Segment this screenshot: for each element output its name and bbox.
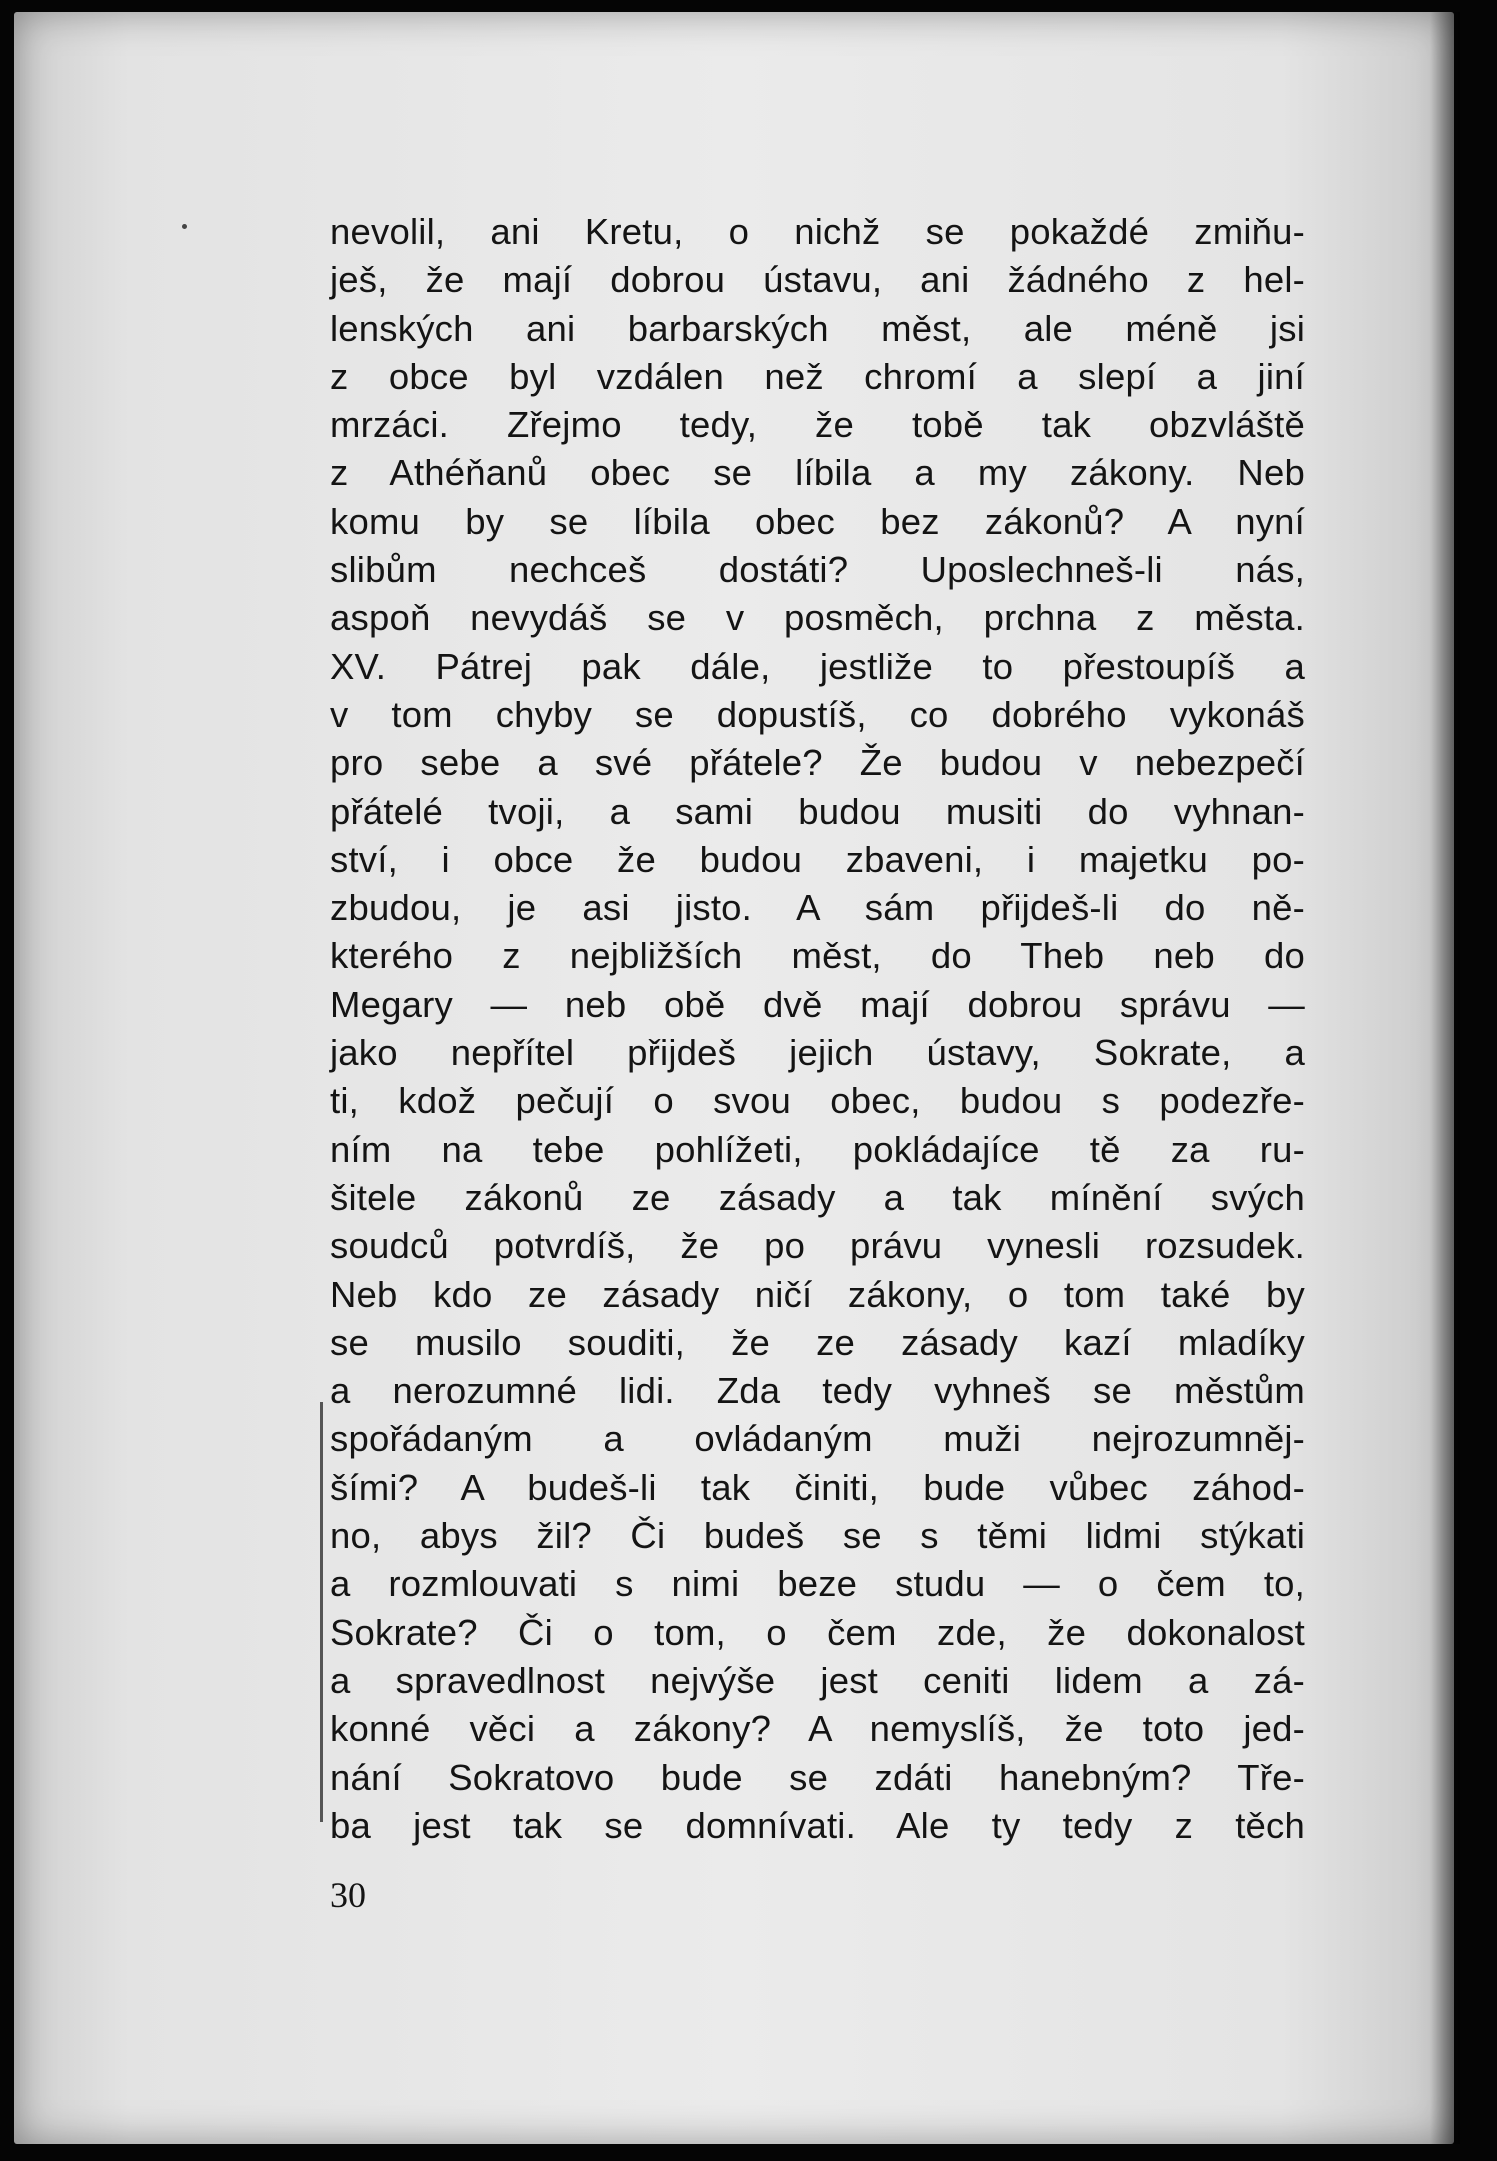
text-line: z Athéňanů obec se líbila a my zákony. Neb xyxy=(330,452,1305,494)
text-line: XV. Pátrej pak dále, jestliže to přestoupíš a xyxy=(330,645,1305,687)
text-line: mrzáci. Zřejmo tedy, že tobě tak obzvláště xyxy=(330,404,1305,446)
text-line: ba jest tak se domnívati. Ale ty tedy z těch xyxy=(330,1804,1305,1846)
text-line: šími? A budeš-li tak činiti, bude vůbec záhod- xyxy=(330,1466,1305,1508)
page-speck xyxy=(182,224,187,229)
text-line: šitele zákonů ze zásady a tak mínění svých xyxy=(330,1176,1305,1218)
text-line: konné věci a zákony? A nemyslíš, že toto jed- xyxy=(330,1708,1305,1750)
text-line: jako nepřítel přijdeš jejich ústavy, Sokrate, a xyxy=(330,1032,1305,1074)
text-line: no, abys žil? Či budeš se s těmi lidmi stýkati xyxy=(330,1515,1305,1557)
book-page xyxy=(14,12,1454,2144)
text-line: aspoň nevydáš se v posměch, prchna z města. xyxy=(330,597,1305,639)
text-line: pro sebe a své přátele? Že budou v nebezpečí xyxy=(330,742,1305,784)
text-line: ti, kdož pečují o svou obec, budou s podezře- xyxy=(330,1080,1305,1122)
text-line: a spravedlnost nejvýše jest ceniti lidem a zá- xyxy=(330,1659,1305,1701)
text-line: zbudou, je asi jisto. A sám přijdeš-li do ně- xyxy=(330,887,1305,929)
text-line: nání Sokratovo bude se zdáti hanebným? Tře- xyxy=(330,1756,1305,1798)
text-line: Megary — neb obě dvě mají dobrou správu — xyxy=(330,983,1305,1025)
text-line: komu by se líbila obec bez zákonů? A nyní xyxy=(330,500,1305,542)
text-line: slibům nechceš dostáti? Uposlechneš-li nás, xyxy=(330,549,1305,591)
text-line: lenských ani barbarských měst, ale méně jsi xyxy=(330,307,1305,349)
text-line: soudců potvrdíš, že po právu vynesli rozsudek. xyxy=(330,1225,1305,1267)
body-text xyxy=(330,208,1305,1850)
text-line: spořádaným a ovládaným muži nejrozumněj- xyxy=(330,1418,1305,1460)
text-line: Neb kdo ze zásady ničí zákony, o tom také by xyxy=(330,1273,1305,1315)
text-line: ství, i obce že budou zbaveni, i majetku po- xyxy=(330,838,1305,880)
text-line: ním na tebe pohlížeti, pokládajíce tě za ru- xyxy=(330,1128,1305,1170)
text-line: se musilo souditi, že ze zásady kazí mladíky xyxy=(330,1321,1305,1363)
page-number: 30 xyxy=(330,1875,366,1915)
text-line: nevolil, ani Kretu, o nichž se pokaždé zmiňu- xyxy=(330,211,1305,252)
text-line: a nerozumné lidi. Zda tedy vyhneš se městům xyxy=(330,1370,1305,1412)
text-line: Sokrate? Či o tom, o čem zde, že dokonalost xyxy=(330,1611,1305,1653)
text-line: a rozmlouvati s nimi beze studu — o čem to, xyxy=(330,1563,1305,1605)
text-line: kterého z nejbližších měst, do Theb neb do xyxy=(330,935,1305,977)
text-line: z obce byl vzdálen než chromí a slepí a jiní xyxy=(330,355,1305,397)
text-line: přátelé tvoji, a sami budou musiti do vyhnan- xyxy=(330,790,1305,832)
margin-rule xyxy=(320,1402,323,1822)
text-line: ješ, že mají dobrou ústavu, ani žádného z hel- xyxy=(330,259,1305,301)
text-line: v tom chyby se dopustíš, co dobrého vykonáš xyxy=(330,693,1305,735)
